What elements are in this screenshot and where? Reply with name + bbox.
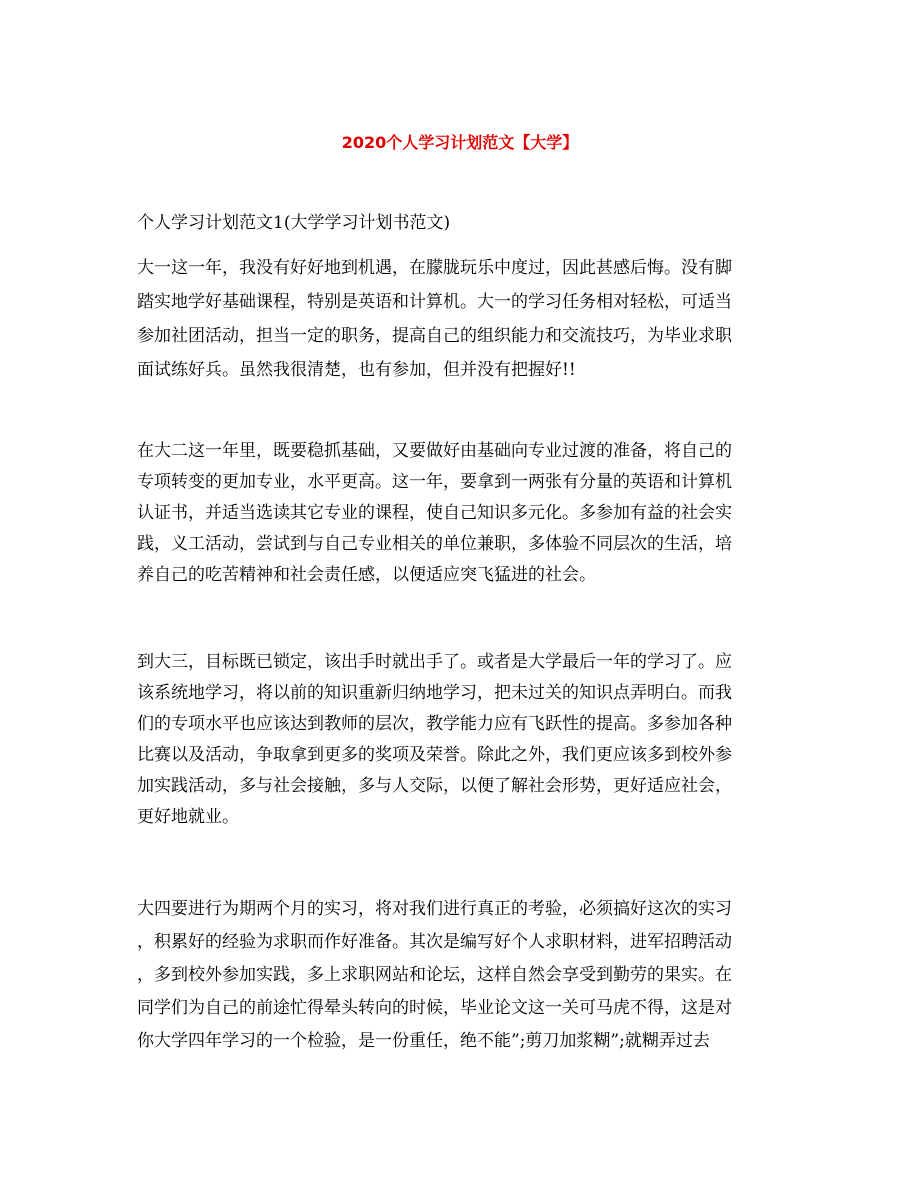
paragraph-line: 践，义工活动，尝试到与自己专业相关的单位兼职，多体验不同层次的生活，培 [137, 534, 732, 554]
paragraph-line: 面试练好兵。虽然我很清楚，也有参加，但并没有把握好!! [137, 360, 576, 380]
paragraph-line: 大一这一年，我没有好好地到机遇，在朦胧玩乐中度过，因此甚感后悔。没有脚 [137, 258, 732, 278]
paragraph-1 [137, 251, 783, 387]
document-title: 2020个人学习计划范文【大学】 [341, 133, 579, 152]
paragraph-line: 们的专项水平也应该达到教师的层次，教学能力应有飞跃性的提高。多参加各种 [137, 714, 732, 734]
paragraph-line: 养自己的吃苦精神和社会责任感，以便适应突飞猛进的社会。 [137, 565, 596, 585]
section-heading: 个人学习计划范文1(大学学习计划书范文) [137, 213, 451, 233]
paragraph-line: 比赛以及活动，争取拿到更多的奖项及荣誉。除此之外，我们更应该多到校外参 [137, 745, 732, 765]
paragraph-line: 专项转变的更加专业，水平更高。这一年，要拿到一两张有分量的英语和计算机 [137, 472, 732, 492]
paragraph-line: ，积累好的经验为求职而作好准备。其次是编写好个人求职材料，进军招聘活动 [137, 932, 732, 952]
paragraph-line: ，多到校外参加实践，多上求职网站和论坛，这样自然会享受到勤劳的果实。在 [137, 965, 732, 985]
paragraph-line: 在大二这一年里，既要稳抓基础，又要做好由基础向专业过渡的准备，将自己的 [137, 441, 732, 461]
paragraph-line: 同学们为自己的前途忙得晕头转向的时候，毕业论文这一关可马虎不得，这是对 [137, 998, 732, 1018]
paragraph-line: 大四要进行为期两个月的实习，将对我们进行真正的考验，必须搞好这次的实习 [137, 899, 732, 919]
paragraph-line: 该系统地学习，将以前的知识重新归纳地学习，把未过关的知识点弄明白。而我 [137, 683, 732, 703]
paragraph-3 [137, 647, 783, 833]
paragraph-line: 参加社团活动，担当一定的职务，提高自己的组织能力和交流技巧，为毕业求职 [137, 326, 732, 346]
paragraph-line: 你大学四年学习的一个检验，是一份重任，绝不能”;剪刀加浆糊”;就糊弄过去 [137, 1031, 710, 1051]
paragraph-4 [137, 893, 783, 1058]
paragraph-line: 踏实地学好基础课程，特别是英语和计算机。大一的学习任务相对轻松，可适当 [137, 292, 732, 312]
paragraph-line: 认证书，并适当选读其它专业的课程，使自己知识多元化。多参加有益的社会实 [137, 503, 732, 523]
paragraph-2 [137, 436, 783, 591]
paragraph-line: 加实践活动，多与社会接触，多与人交际，以便了解社会形势，更好适应社会， [137, 776, 732, 796]
paragraph-line: 更好地就业。 [137, 807, 239, 827]
paragraph-line: 到大三，目标既已锁定，该出手时就出手了。或者是大学最后一年的学习了。应 [137, 652, 732, 672]
